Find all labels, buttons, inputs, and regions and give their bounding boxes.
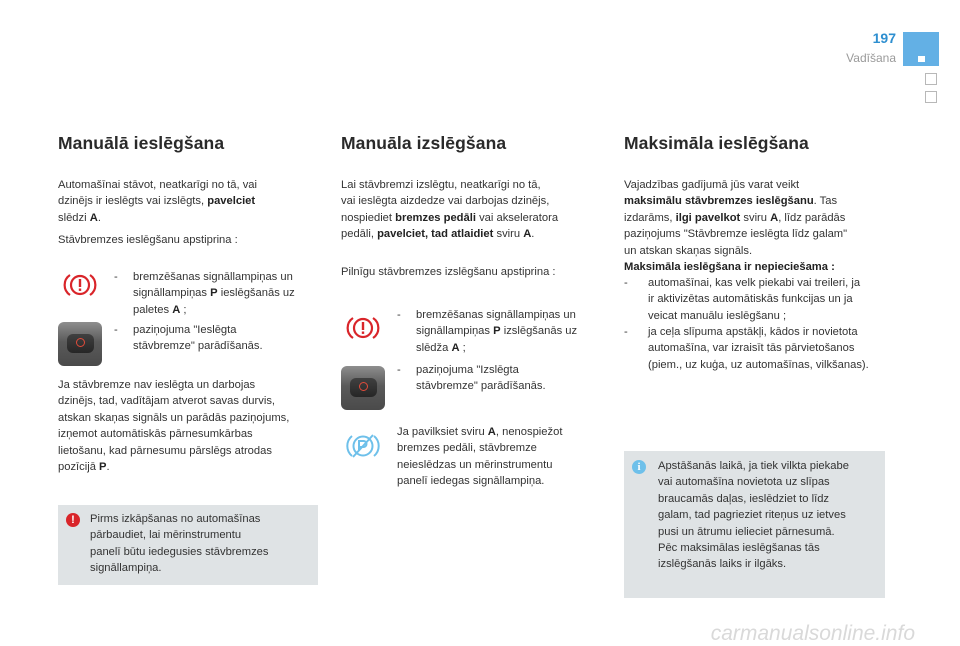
col1-confirm: Stāvbremzes ieslēgšanu apstiprina : (58, 234, 238, 246)
col2-intro: Lai stāvbremzi izslēgtu, neatkarīgi no tā, vai ieslēgta aizdedze vai darbojas dzinējs, nospiediet bremzes pedāli vai akseleratora pedāli, pavelciet, tad atlaidiet sviru A. (341, 179, 559, 241)
section-tab-active (903, 32, 939, 66)
col3-bullet-trailer: - automašīnai, kas velk piekabi vai treileri, ja ir aktivizētas automātiskās funkcijas un ja veicat manuālu ieslēgšanu ; (624, 277, 861, 322)
brake-not-engaged-icon (341, 424, 385, 468)
col1-item-lamps: - bremzēšanas signāllampiņas un signāllampiņas P ieslēgšanās uz paletes A ; (114, 271, 295, 316)
col2-item-lamps: - bremzēšanas signāllampiņas un signāllampiņas P izslēgšanās uz slēdža A ; (397, 309, 578, 354)
section-tab (925, 73, 937, 85)
page-number: 197 (872, 30, 896, 46)
section-title-max-engage: Maksimāla ieslēgšana (624, 133, 809, 153)
col3-intro: Vajadzības gadījumā jūs varat veikt maksimālu stāvbremzes ieslēgšanu. Tas izdarāms, ilgi pavelkot sviru A, līdz parādās paziņojums "Stāvbremze ieslēgta līdz galam" un atskan skaņas signāls. Maksimāla ieslēgšana ir nepieciešama : (624, 179, 848, 274)
section-title-manual-release: Manuāla izslēgšana (341, 133, 507, 153)
info-icon: i (632, 460, 646, 474)
warning-note-box (58, 505, 318, 585)
col1-item-message: - paziņojuma "Ieslēgta stāvbremze" parādīšanās. (114, 324, 263, 353)
col2-confirm: Pilnīgu stāvbremzes izslēgšanu apstiprina : (341, 266, 556, 278)
watermark: carmanualsonline.info (710, 622, 915, 645)
col3-bullet-slope: - ja ceļa slīpuma apstākļi, kādos ir novietota automašīna, var izraisīt tās pārvietošanos (piem., uz kuģa, uz automašīnas, vilkšanas). (624, 326, 869, 371)
section-title-manual-engage: Manuālā ieslēgšana (58, 133, 225, 153)
col1-paragraph: Ja stāvbremze nav ieslēgta un darbojas dzinējs, tad, vadītājam atverot savas durvis, atskan skaņas signāls un parādās paziņojums, izņemot automātiskās pārnesumkārbas lietošanu, kad pārnesumu pārslēgs atrodas pozīcijā P. (58, 379, 290, 474)
warning-note-text: Pirms izkāpšanas no automašīnas pārbaudiet, lai mērinstrumentu panelī būtu iedegusies stāvbremzes signāllampiņa. (90, 513, 269, 575)
warning-red-icon (58, 263, 102, 307)
section-tab (925, 91, 937, 103)
parking-brake-switch-icon (58, 322, 102, 366)
warning-red-icon (341, 306, 385, 350)
col2-item-message: - paziņojuma "Izslēgta stāvbremze" parādīšanās. (397, 364, 546, 393)
info-note-box (624, 451, 885, 598)
parking-brake-switch-icon (341, 366, 385, 410)
col1-intro: Automašīnai stāvot, neatkarīgi no tā, vai dzinējs ir ieslēgts vai izslēgts, pavelciet slēdzi A. (58, 179, 257, 224)
info-note-text: Apstāšanās laikā, ja tiek vilkta piekabe vai automašīna novietota uz slīpas braucamās daļas, ieslēdziet to līdz galam, tad pagrieziet riteņus uz ietves pusi un ātrumu ielieciet pārnesumā. Pēc maksimālas ieslēgšanas tās izslēgšanās laiks ir ilgāks. (658, 460, 849, 571)
section-name: Vadīšana (846, 51, 896, 65)
col2-item-no-brake: Ja pavilksiet sviru A, nenospiežot bremzes pedāli, stāvbremze neieslēdzas un mērinstrumentu panelī iedegas signāllampiņa. (397, 426, 563, 488)
exclamation-icon: ! (66, 513, 80, 527)
